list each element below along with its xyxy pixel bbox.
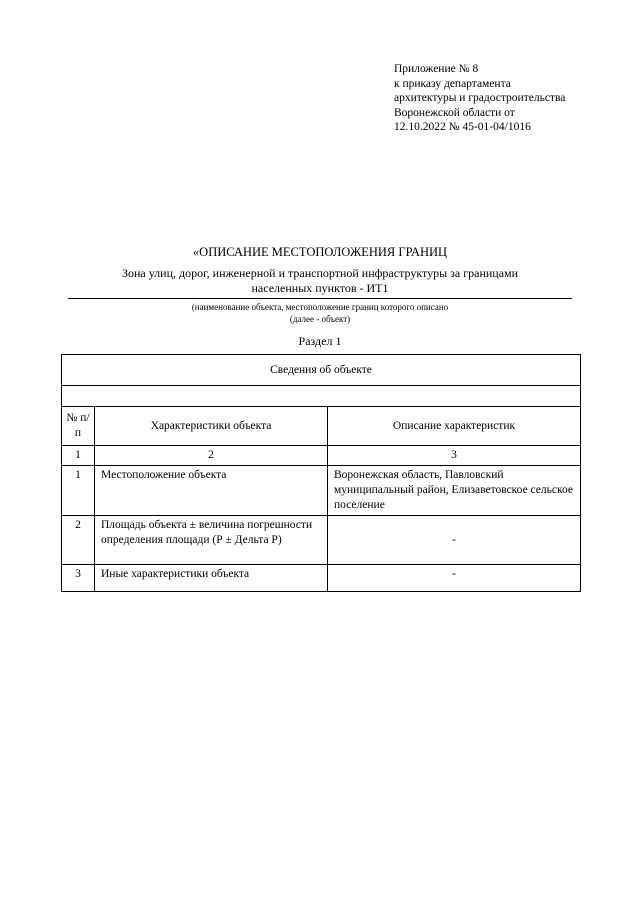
table-spacer-row xyxy=(62,386,581,407)
row-num: 1 xyxy=(62,466,95,516)
object-name xyxy=(60,266,580,296)
appendix-line: Воронежской области от xyxy=(394,106,515,119)
numbering-cell: 1 xyxy=(62,446,95,466)
header-characteristics: Характеристики объекта xyxy=(95,407,328,446)
numbering-cell: 3 xyxy=(328,446,581,466)
row-description: - xyxy=(328,565,581,592)
appendix-line: Приложение № 8 xyxy=(394,63,479,75)
row-characteristic: Иные характеристики объекта xyxy=(95,565,328,592)
row-characteristic: Местоположение объекта xyxy=(95,466,328,516)
header-num: № п/п xyxy=(62,407,95,446)
section-title: Раздел 1 xyxy=(298,334,342,348)
table-numbering-row xyxy=(62,446,581,466)
object-info-table xyxy=(61,354,581,592)
table-row xyxy=(62,466,581,516)
object-name-line: населенных пунктов - ИТ1 xyxy=(251,281,389,295)
appendix-line: к приказу департамента xyxy=(394,77,511,90)
appendix-line: архитектуры и градостроительства xyxy=(394,92,566,104)
row-characteristic: Площадь объекта ± величина погрешности определения площади (Р ± Дельта Р) xyxy=(95,516,328,565)
document-title: «ОПИСАНИЕ МЕСТОПОЛОЖЕНИЯ ГРАНИЦ xyxy=(192,245,448,259)
row-description: - xyxy=(328,516,581,565)
table-row xyxy=(62,565,581,592)
table-row xyxy=(62,516,581,565)
object-name-line: Зона улиц, дорог, инженерной и транспортной инфраструктуры за границами xyxy=(121,266,519,280)
table-header-row xyxy=(62,407,581,446)
table-caption-row xyxy=(62,355,581,386)
table-spacer-cell xyxy=(62,386,581,407)
object-name-note xyxy=(60,301,580,325)
table-caption: Сведения об объекте xyxy=(62,355,581,386)
row-num: 2 xyxy=(62,516,95,565)
note-line: (далее - объект) xyxy=(289,314,351,324)
underline-rule xyxy=(68,298,572,299)
header-description: Описание характеристик xyxy=(328,407,581,446)
row-description: Воронежская область, Павловский муниципальный район, Елизаветовское сельское поселение xyxy=(328,466,581,516)
row-num: 3 xyxy=(62,565,95,592)
numbering-cell: 2 xyxy=(95,446,328,466)
note-line: (наименование объекта, местоположение границ которого описано xyxy=(191,302,449,312)
appendix-line: 12.10.2022 № 45-01-04/1016 xyxy=(394,121,531,133)
appendix-header xyxy=(394,62,565,135)
